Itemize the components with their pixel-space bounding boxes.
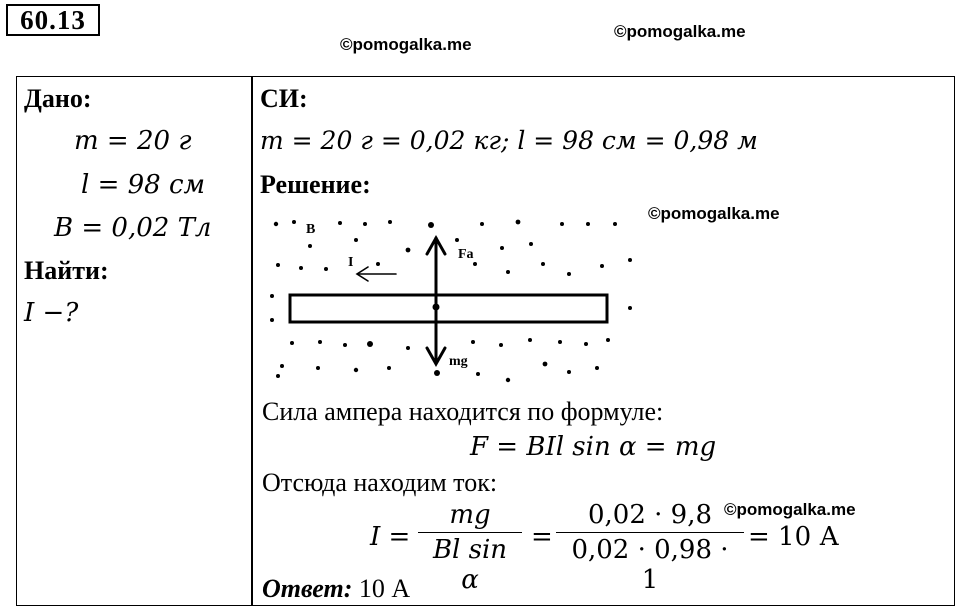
answer-label: Ответ: [262, 574, 353, 603]
column-divider [251, 76, 253, 606]
answer [262, 574, 410, 604]
field-label: B [306, 222, 316, 237]
given-field: B = 0,02 Тл [54, 213, 212, 243]
watermark: ©pomogalka.me [340, 35, 472, 54]
ampere-force-label: Fa [458, 247, 474, 262]
find-value: I −? [24, 298, 79, 328]
problem-number: 60.13 [6, 4, 100, 36]
answer-value: 10 А [358, 574, 411, 603]
given-length: l = 98 см [81, 170, 206, 200]
gravity-label: mg [449, 354, 468, 369]
formula-result: = 10 А [748, 522, 840, 552]
solution-text-2: Отсюда находим ток: [262, 468, 498, 497]
formula-equals: = [531, 522, 553, 552]
fraction-symbolic-denominator: Bl sin α [432, 535, 508, 595]
si-conversion: m = 20 г = 0,02 кг; l = 98 см = 0,98 м [260, 126, 758, 155]
formula-ampere: F = BIl sin α = mg [470, 432, 717, 462]
find-heading: Найти: [24, 256, 109, 285]
fraction-symbolic [418, 500, 522, 595]
watermark: ©pomogalka.me [724, 500, 856, 519]
solution-heading: Решение: [260, 170, 371, 199]
fraction-symbolic-numerator: mg [418, 500, 522, 533]
fraction-numeric-numerator: 0,02 · 9,8 [556, 500, 744, 533]
current-label: I [348, 255, 354, 270]
fraction-numeric-denominator: 0,02 · 0,98 · 1 [571, 535, 729, 595]
conductor-figure [260, 208, 640, 394]
given-heading: Дано: [24, 84, 92, 113]
formula-lhs: I = [370, 522, 411, 552]
given-mass: m = 20 г [74, 126, 192, 156]
watermark: ©pomogalka.me [648, 204, 780, 223]
watermark: ©pomogalka.me [614, 22, 746, 41]
solution-text-1: Сила ампера находится по формуле: [262, 397, 664, 426]
fraction-numeric [556, 500, 744, 595]
si-heading: СИ: [260, 84, 308, 113]
